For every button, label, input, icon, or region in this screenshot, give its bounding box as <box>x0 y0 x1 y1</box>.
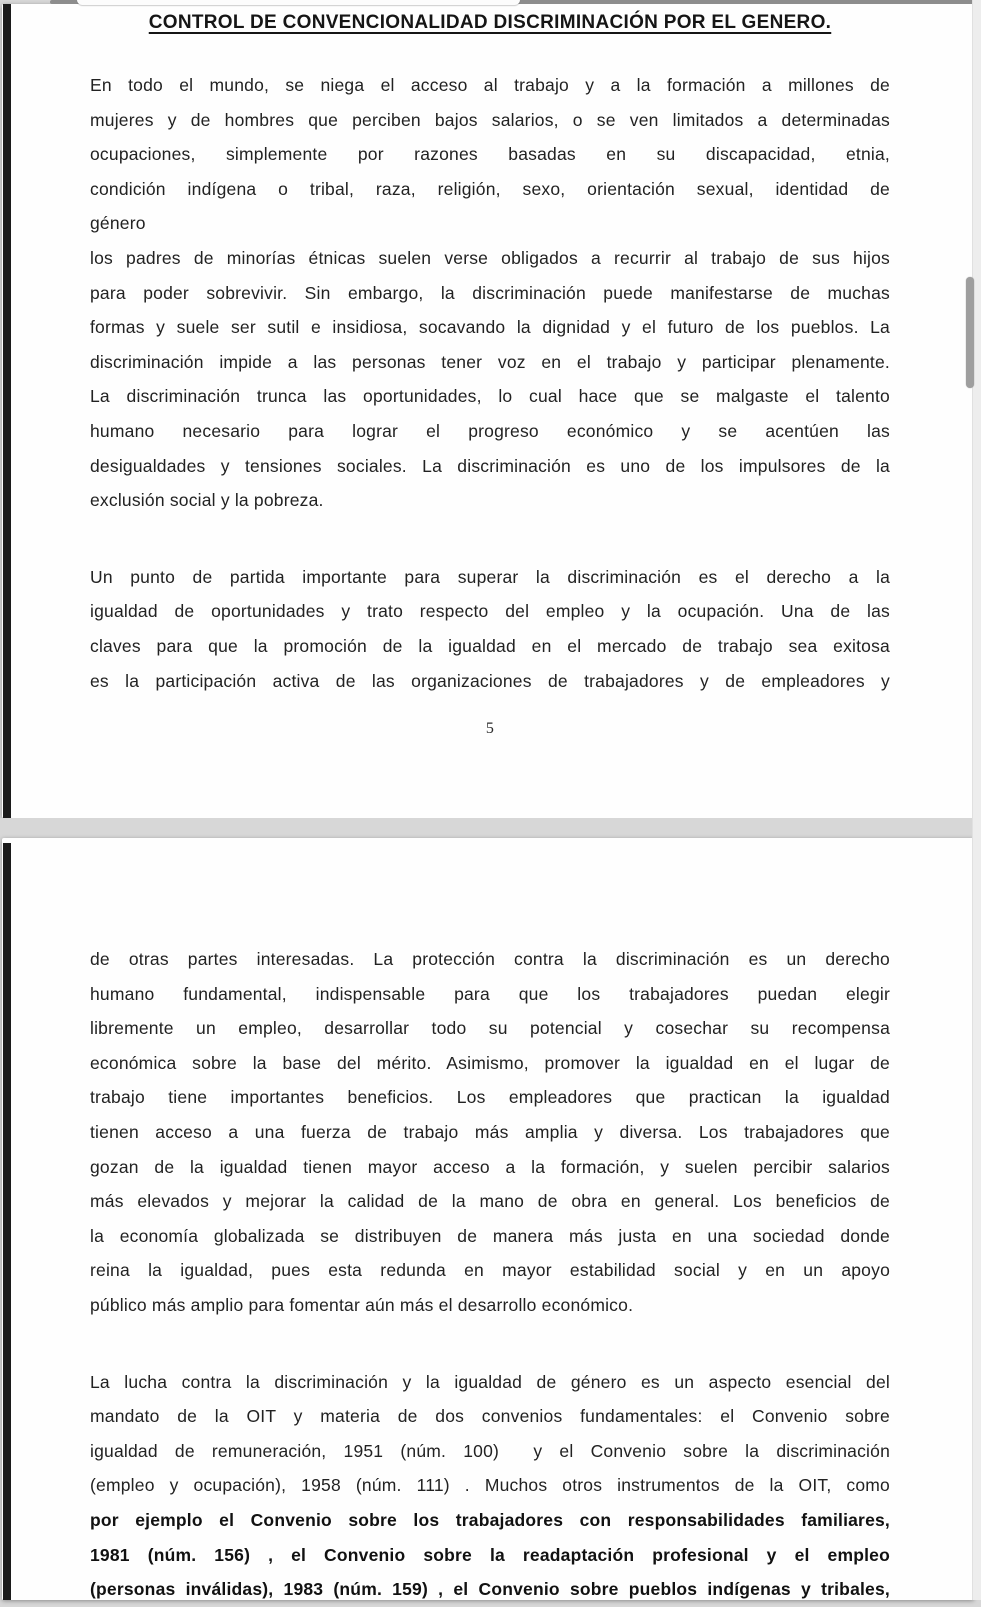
scrollbar-thumb[interactable] <box>966 277 974 388</box>
page-1-content <box>2 4 974 738</box>
text-line: En todo el mundo, se niega el acceso al trabajo y a la formación a millones de <box>90 75 890 95</box>
document-page-1 <box>2 4 974 818</box>
text-line: La lucha contra la discriminación y la igualdad de género es un aspecto esencial del <box>90 1371 890 1392</box>
paragraph <box>90 1503 890 1607</box>
page-number: 5 <box>485 720 495 738</box>
top-card-sliver <box>77 0 520 5</box>
text-line: es la participación activa de las organizaciones de trabajadores y de empleadores y <box>90 670 890 691</box>
text-line: para poder sobrevivir. Sin embargo, la discriminación puede manifestarse de muchas <box>90 282 890 303</box>
document-title: CONTROL DE CONVENCIONALIDAD DISCRIMINACIÓN POR EL GENERO. <box>148 12 832 33</box>
text-line: igualdad de remuneración, 1951 (núm. 100) y el Convenio sobre la discriminación <box>90 1440 890 1461</box>
text-line: reina la igualdad, pues esta redunda en mayor estabilidad social y en un apoyo <box>90 1260 890 1281</box>
text-line: mandato de la OIT y materia de dos convenios fundamentales: el Convenio sobre <box>90 1406 890 1427</box>
paragraph <box>90 942 890 1323</box>
text-line: (empleo y ocupación), 1958 (núm. 111) . Muchos otros instrumentos de la OIT, como <box>90 1475 890 1496</box>
paragraph <box>90 560 890 698</box>
text-line: humano fundamental, indispensable para que los trabajadores puedan elegir <box>90 983 890 1004</box>
text-line: tienen acceso a una fuerza de trabajo más amplia y diversa. Los trabajadores que <box>90 1121 890 1142</box>
paragraph <box>90 68 890 241</box>
text-line: económica sobre la base del mérito. Asimismo, promover la igualdad en el lugar de <box>90 1052 890 1073</box>
text-line: (personas inválidas), 1983 (núm. 159) , el Convenio sobre pueblos indígenas y tribales, <box>90 1579 890 1600</box>
text-line: Un punto de partida importante para superar la discriminación es el derecho a la <box>90 566 890 587</box>
text-line: gozan de la igualdad tienen mayor acceso a la formación, y suelen percibir salarios <box>90 1156 890 1177</box>
text-line: de otras partes interesadas. La protección contra la discriminación es un derecho <box>90 949 890 969</box>
text-line: público más amplio para fomentar aún más el desarrollo económico. <box>90 1294 634 1315</box>
text-line: 1981 (núm. 156) , el Convenio sobre la readaptación profesional y el empleo <box>90 1544 890 1565</box>
text-line: ocupaciones, simplemente por razones basadas en su discapacidad, etnia, <box>90 144 890 165</box>
text-line: por ejemplo el Convenio sobre los trabajadores con responsabilidades familiares, <box>90 1509 890 1530</box>
text-line: mujeres y de hombres que perciben bajos salarios, o se ven limitados a determinadas <box>90 109 890 130</box>
text-line: libremente un empleo, desarrollar todo su potencial y cosechar su recompensa <box>90 1018 890 1039</box>
text-line: género <box>90 213 146 234</box>
page-2-content <box>2 838 974 1607</box>
page-2-paragraphs <box>90 942 890 1607</box>
text-line: la economía globalizada se distribuyen de manera más justa en una sociedad donde <box>90 1225 890 1246</box>
page-gap <box>0 818 981 838</box>
text-line: igualdad de oportunidades y trato respecto del empleo y la ocupación. Una de las <box>90 601 890 622</box>
document-page-2 <box>2 838 974 1600</box>
paragraph <box>90 1365 890 1503</box>
paragraph <box>90 241 890 518</box>
scrollbar-track[interactable] <box>972 0 981 1600</box>
text-line: los padres de minorías étnicas suelen verse obligados a recurrir al trabajo de sus hijos <box>90 247 890 268</box>
text-line: condición indígena o tribal, raza, religión, sexo, orientación sexual, identidad de <box>90 178 890 199</box>
text-line: más elevados y mejorar la calidad de la mano de obra en general. Los beneficios de <box>90 1191 890 1212</box>
page-1-paragraphs <box>90 68 890 698</box>
text-line: exclusión social y la pobreza. <box>90 490 324 511</box>
text-line: humano necesario para lograr el progreso económico y se acentúen las <box>90 420 890 441</box>
text-line: trabajo tiene importantes beneficios. Los empleadores que practican la igualdad <box>90 1087 890 1108</box>
text-line: La discriminación trunca las oportunidades, lo cual hace que se malgaste el talento <box>90 386 890 407</box>
text-line: desigualdades y tensiones sociales. La discriminación es uno de los impulsores de la <box>90 455 890 476</box>
text-line: formas y suele ser sutil e insidiosa, socavando la dignidad y el futuro de los pueblos. La <box>90 317 890 338</box>
text-line: claves para que la promoción de la igualdad en el mercado de trabajo sea exitosa <box>90 635 890 656</box>
text-line: discriminación impide a las personas tener voz en el trabajo y participar plenamente. <box>90 351 890 372</box>
